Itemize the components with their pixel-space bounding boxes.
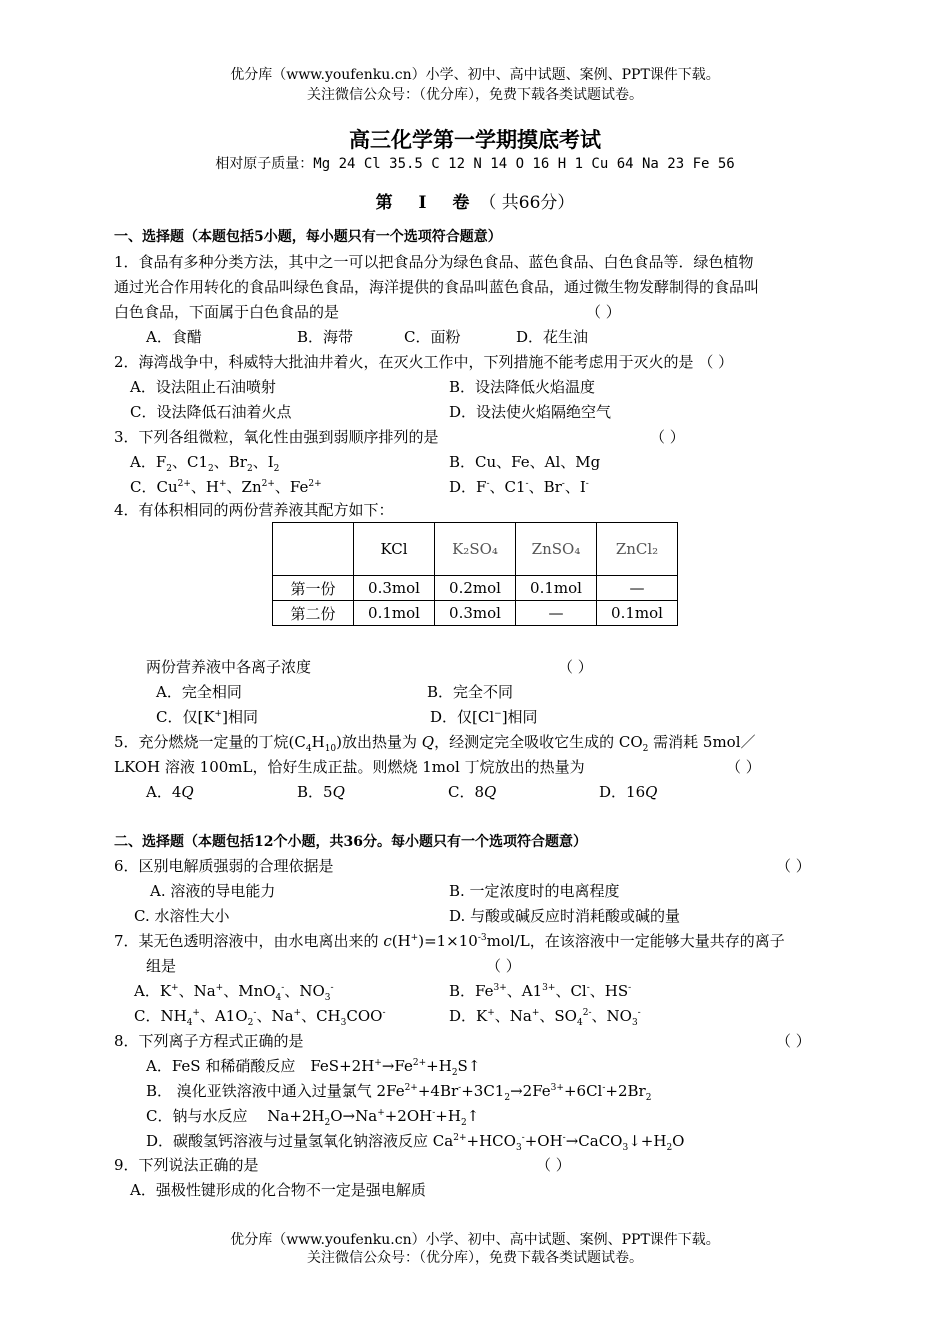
atomic-masses: 相对原子质量：Mg 24 Cl 35.5 C 12 N 14 O 16 H 1 Cu 64 Na 23 Fe 56: [215, 156, 735, 172]
q5-opt-c: C．8Q: [448, 783, 497, 801]
page-title: 高三化学第一学期摸底考试: [349, 127, 601, 152]
site-header-line1: 优分库（www.youfenku.cn）小学、初中、高中试题、案例、PPT课件下载。: [230, 67, 720, 83]
part-note: （ 共66分）: [479, 193, 575, 213]
q6-opt-b: B. 一定浓度时的电离程度: [449, 882, 620, 900]
part-label: 第 Ⅰ 卷: [375, 193, 480, 213]
table-cell: 0.1mol: [597, 601, 678, 626]
q8-opt-c: C．钠与水反应 $Na+2H_2O\to Na^++2OH^-+H_2↑$: [146, 1107, 480, 1128]
q5-opt-b: B．5Q: [297, 783, 345, 801]
q6-opt-d: D. 与酸或碱反应时消耗酸或碱的量: [449, 907, 681, 925]
q4-opt-a: A．完全相同: [156, 683, 242, 701]
q1-opt-b: B．海带: [297, 328, 354, 346]
table-cell: 0.3mol: [435, 601, 516, 626]
q3-opt-c: C．$Cu^{2+}$、H+、$Zn^{2+}$、$Fe^{2+}$: [130, 478, 322, 496]
table-header-zncl2: ZnCl₂: [597, 523, 678, 576]
q5-line2: LKOH 溶液 100mL，恰好生成正盐。则燃烧 1mol 丁烷放出的热量为: [114, 758, 585, 776]
q3-paren: （ ）: [650, 428, 685, 446]
part-heading: [0, 188, 950, 213]
table-cell: 0.1mol: [516, 576, 597, 601]
q1-line1: 1．食品有多种分类方法，其中之一可以把食品分为绿色食品、蓝色食品、白色食品等．绿色植物: [114, 253, 754, 271]
q2-opt-c: C．设法降低石油着火点: [130, 403, 292, 421]
q2-stem: 2．海湾战争中，科威特大批油井着火，在灭火工作中，下列措施不能考虑用于灭火的是 （ ）: [114, 353, 734, 371]
q4-opt-b: B．完全不同: [427, 683, 514, 701]
table-cell: 第一份: [273, 576, 354, 601]
q3-opt-a: A．$F_2$、$C1_2$、$Br_2$、$I_2$: [130, 453, 280, 474]
table-cell: 第二份: [273, 601, 354, 626]
q8-paren: （ ）: [776, 1032, 811, 1050]
table-header-kcl: KCl: [354, 523, 435, 576]
q6-paren: （ ）: [776, 857, 811, 875]
q8-opt-a: A．FeS 和稀硝酸反应 $FeS+2H^+\to Fe^{2+}+H_2S↑$: [146, 1057, 481, 1078]
table-header-znso4: ZnSO₄: [516, 523, 597, 576]
table-cell: —: [597, 576, 678, 601]
q9-paren: （ ）: [536, 1156, 571, 1174]
q9-stem: 9．下列说法正确的是: [114, 1156, 259, 1174]
q6-stem: 6．区别电解质强弱的合理依据是: [114, 857, 334, 875]
table-row: [273, 576, 678, 601]
q5-line1: 5．充分燃烧一定量的丁烷$(C_4H_{10})$放出热量为 Q，经测定完全吸收它生成的 $CO_2$ 需消耗 5mol／: [114, 733, 756, 754]
q3-opt-b: B．Cu、Fe、Al、Mg: [449, 453, 601, 471]
q7-opt-d: D．K+、Na+、$SO_4^{2-}$、$NO_3^-$: [449, 1007, 641, 1028]
q7-opt-a: A．K+、Na+、MnO$_4$-、$NO_3^-$: [134, 982, 334, 1003]
q3-opt-d: D．F-、C1-、Br-、I-: [449, 478, 589, 496]
q8-opt-d: D．碳酸氢钙溶液与过量氢氧化钠溶液反应 $Ca^{2+}+HCO_3^-+OH^-\to CaCO_3↓+H_2O$: [146, 1132, 685, 1153]
q7-paren: （ ）: [486, 957, 521, 975]
q5-opt-a: A．4Q: [146, 783, 194, 801]
table-row: [273, 601, 678, 626]
q1-opt-d: D．花生油: [516, 328, 589, 346]
nutrient-table: [272, 522, 678, 626]
q1-line3: 白色食品，下面属于白色食品的是: [114, 303, 340, 321]
q3-stem: 3．下列各组微粒，氧化性由强到弱顺序排列的是: [114, 428, 439, 446]
q5-opt-d: D．16Q: [599, 783, 658, 801]
table-header-k2so4: K₂SO₄: [435, 523, 516, 576]
q4-opt-d: D．仅[Cl−]相同: [430, 708, 538, 726]
q7-line2: 组是: [146, 957, 177, 975]
q8-opt-b: B． 溴化亚铁溶液中通入过量氯气 $2Fe^{2+}+4Br^-+3C1_2\to 2Fe^{3+}+6Cl^-+2Br_2$: [146, 1082, 652, 1103]
q5-paren: （ ）: [726, 758, 761, 776]
table-cell: 0.1mol: [354, 601, 435, 626]
q1-line2: 通过光合作用转化的食品叫绿色食品，海洋提供的食品叫蓝色食品，通过微生物发酵制得的食品叫: [114, 278, 760, 296]
section1-heading: 一、选择题（本题包括5小题，每小题只有一个选项符合题意）: [114, 229, 502, 245]
table-cell: 0.3mol: [354, 576, 435, 601]
table-cell: 0.2mol: [435, 576, 516, 601]
table-header-empty: [273, 523, 354, 576]
q4-stem: 4．有体积相同的两份营养液其配方如下：: [114, 501, 394, 519]
section2-heading: 二、选择题（本题包括12个小题，共36分。每小题只有一个选项符合题意）: [114, 834, 587, 850]
q6-opt-c: C. 水溶性大小: [134, 907, 230, 925]
q2-opt-d: D．设法使火焰隔绝空气: [449, 403, 612, 421]
q7-opt-c: C．$NH_4^+$、$A1O_2^-$、Na+、$CH_3COO^-$: [134, 1007, 386, 1028]
q4-paren: （ ）: [558, 658, 593, 676]
q7-line1: 7．某无色透明溶液中，由水电离出来的 $c(H^+)=1\times 10^{-3}mol/L$，在该溶液中一定能够大量共存的离子: [114, 932, 785, 950]
q2-opt-a: A．设法阻止石油喷射: [130, 378, 276, 396]
table-cell: —: [516, 601, 597, 626]
q8-stem: 8．下列离子方程式正确的是: [114, 1032, 304, 1050]
q4-opt-c: C．仅[K+]相同: [156, 708, 258, 726]
q4-question: 两份营养液中各离子浓度: [146, 658, 312, 676]
q1-opt-a: A．食醋: [146, 328, 202, 346]
q9-opt-a: A．强极性键形成的化合物不一定是强电解质: [130, 1181, 426, 1199]
site-footer-line2: 关注微信公众号：（优分库），免费下载各类试题试卷。: [307, 1250, 643, 1266]
q1-paren: （ ）: [586, 303, 621, 321]
q2-opt-b: B．设法降低火焰温度: [449, 378, 596, 396]
site-footer-line1: 优分库（www.youfenku.cn）小学、初中、高中试题、案例、PPT课件下载。: [230, 1232, 720, 1248]
q1-opt-c: C．面粉: [404, 328, 461, 346]
q7-opt-b: B．$Fe^{3+}$、$A1^{3+}$、Cl-、HS-: [449, 982, 632, 1000]
site-header-line2: 关注微信公众号：（优分库），免费下载各类试题试卷。: [307, 87, 643, 103]
q6-opt-a: A. 溶液的导电能力: [150, 882, 276, 900]
